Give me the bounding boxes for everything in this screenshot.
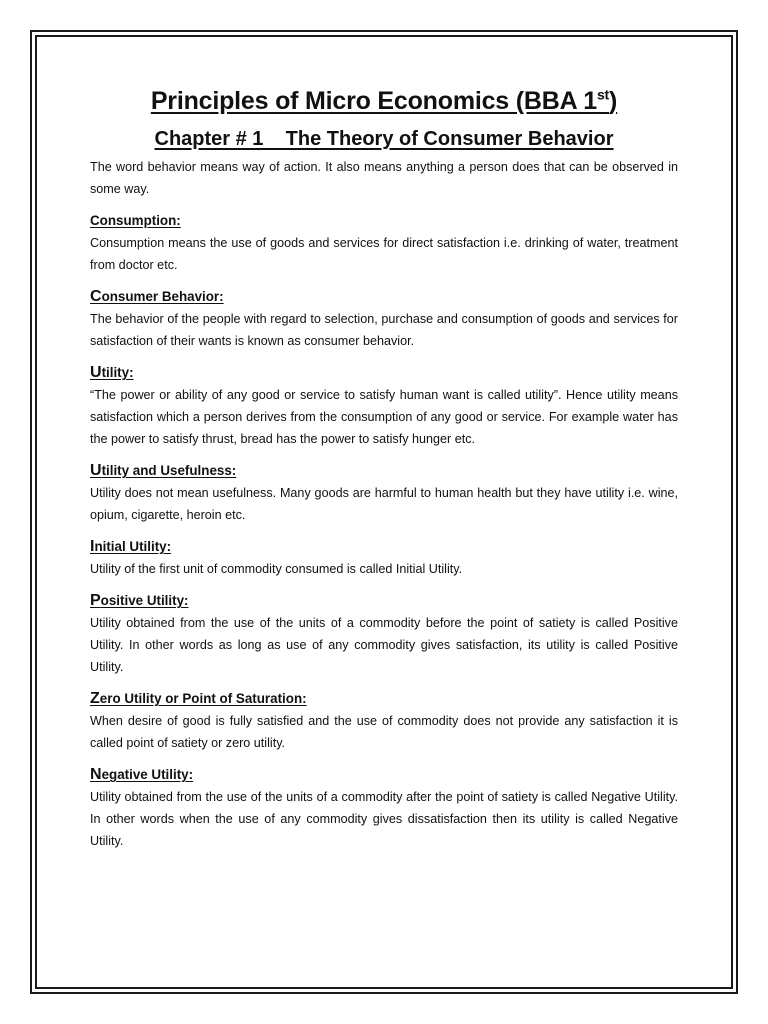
heading-text: egative Utility: [101,767,194,782]
section-initial-utility [90,536,678,580]
section-body: “The power or ability of any good or service to satisfy human want is called utility”. Hence utility means satisfaction which a person derives from the consumption of any good or service. For example water has the power to satisfy thrust, bread has the power to satisfy hunger etc. [90,388,678,446]
intro-paragraph: The word behavior means way of action. It also means anything a person does that can be observed in some way. [90,160,678,196]
page-content [90,82,678,852]
heading-text: Consumption: [90,213,181,228]
section-utility [90,362,678,450]
chapter-title: Chapter # 1 The Theory of Consumer Behavior [154,128,614,150]
section-heading [90,460,678,482]
section-body: Utility obtained from the use of the units of a commodity after the point of satiety is called Negative Utility. In other words when the use of any commodity gives dissatisfaction then its utility is called Negative Utility. [90,790,678,848]
title-superscript: st [596,86,610,103]
section-heading [90,764,678,786]
section-body: Utility does not mean usefulness. Many goods are harmful to human health but they have utility i.e. wine, opium, cigarette, heroin etc. [90,486,678,522]
heading-text: ositive Utility: [100,593,189,608]
section-negative-utility [90,764,678,852]
section-body: When desire of good is fully satisfied and the use of commodity does not provide any satisfaction it is called point of satiety or zero utility. [90,714,678,750]
heading-text: ero Utility or Point of Saturation: [99,691,307,706]
section-heading [90,362,678,384]
section-consumption [90,210,678,276]
section-body: Utility of the first unit of commodity consumed is called Initial Utility. [90,562,463,576]
section-heading [90,590,678,612]
section-zero-utility [90,688,678,754]
section-utility-and-usefulness [90,460,678,526]
section-heading [90,286,678,308]
heading-initial: U [90,462,102,479]
heading-initial: I [90,538,95,555]
section-heading [90,688,678,710]
section-body: Utility obtained from the use of the units of a commodity before the point of satiety is called Positive Utility. In other words as long as use of any commodity gives satisfaction, its utility is called Positive Utility. [90,616,678,674]
heading-initial: U [90,364,102,381]
page-title [90,82,678,120]
section-body: The behavior of the people with regard to selection, purchase and consumption of goods and services for satisfaction of their wants is known as consumer behavior. [90,312,678,348]
heading-initial: Z [90,690,100,707]
title-close: ) [609,87,618,115]
section-consumer-behavior [90,286,678,352]
section-heading [90,536,678,558]
heading-text: tility and Usefulness: [101,463,237,478]
title-text: Principles of Micro Economics (BBA 1 [150,87,597,115]
heading-initial: N [90,766,102,783]
heading-text: nitial Utility: [94,539,172,554]
section-positive-utility [90,590,678,678]
section-body: Consumption means the use of goods and services for direct satisfaction i.e. drinking of water, treatment from doctor etc. [90,236,678,272]
heading-initial: P [90,592,101,609]
heading-text: onsumer Behavior: [101,289,224,304]
heading-initial: C [90,288,102,305]
section-heading [90,210,678,232]
heading-text: tility: [101,365,134,380]
